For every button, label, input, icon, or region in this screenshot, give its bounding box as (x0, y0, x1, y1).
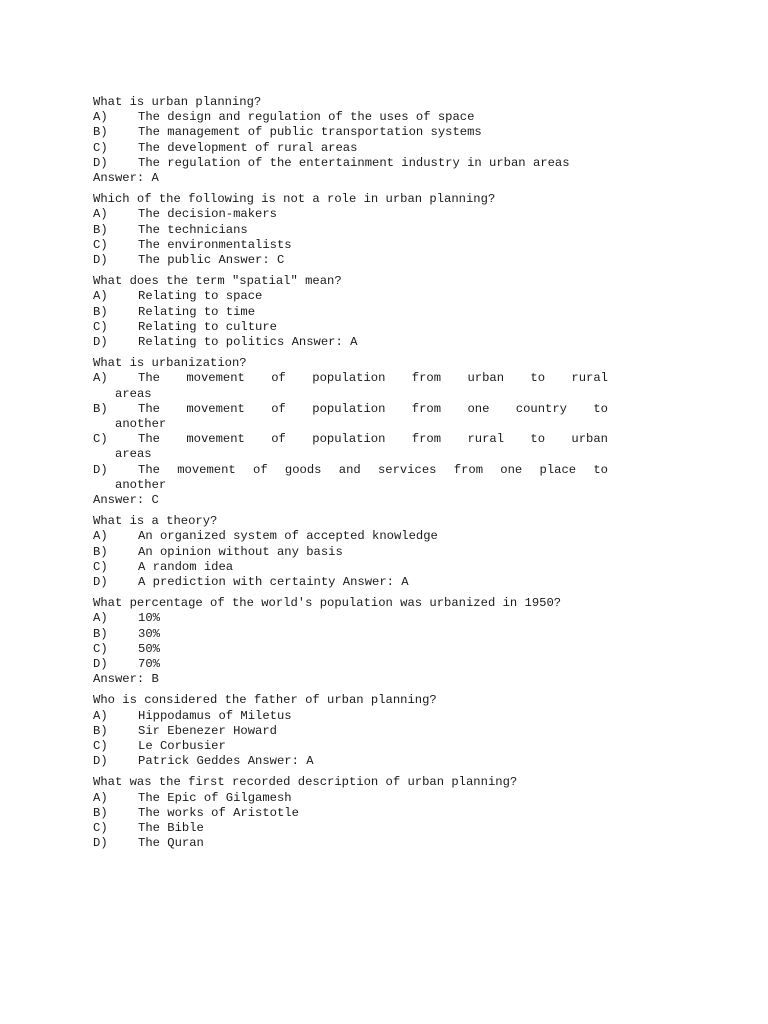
option-letter: B) (93, 805, 108, 820)
question-text: What does the term "spatial" mean? (93, 274, 342, 289)
option-d (93, 657, 608, 672)
option-b (93, 223, 608, 238)
option-letter: C) (93, 739, 108, 754)
question-block (93, 356, 608, 508)
option-b (93, 125, 608, 140)
question-text: What is a theory? (93, 514, 218, 529)
option-text: Sir Ebenezer Howard (138, 723, 277, 738)
option-text: An organized system of accepted knowledge (138, 529, 438, 544)
question-text: Which of the following is not a role in urban planning? (93, 192, 496, 207)
option-text: Relating to culture (138, 319, 277, 334)
option-text: Hippodamus of Miletus (138, 708, 292, 723)
option-letter: C) (93, 319, 108, 334)
option-letter: B) (93, 125, 108, 140)
option-text: Relating to politics Answer: A (138, 335, 358, 349)
option-text: The movement of population from urban to rural (138, 371, 608, 386)
option-letter: B) (93, 304, 108, 319)
option-text: Le Corbusier (138, 739, 226, 754)
option-letter: C) (93, 559, 108, 574)
question-block (93, 693, 608, 769)
question-block (93, 192, 608, 268)
option-text: The regulation of the entertainment industry in urban areas (138, 155, 570, 170)
option-letter: C) (93, 821, 108, 836)
option-text: The Bible (138, 821, 204, 836)
option-b (93, 545, 608, 560)
option-text: The movement of goods and services from one place to (138, 462, 608, 477)
option-c (93, 432, 608, 447)
option-letter: A) (93, 371, 108, 386)
option-d (93, 335, 608, 350)
option-d (93, 836, 608, 851)
option-letter: B) (93, 723, 108, 738)
option-text: 50% (138, 641, 160, 656)
option-letter: B) (93, 401, 108, 416)
option-a (93, 289, 608, 304)
option-letter: C) (93, 432, 108, 447)
option-letter: B) (93, 544, 108, 559)
option-a (93, 611, 608, 626)
option-text: An opinion without any basis (138, 544, 343, 559)
option-continuation: areas (115, 386, 152, 401)
answer-text: Answer: C (93, 493, 159, 508)
option-d (93, 156, 608, 171)
option-letter: D) (93, 155, 108, 170)
option-continuation: another (115, 417, 167, 431)
option-text: The Epic of Gilgamesh (138, 790, 292, 805)
option-text: The design and regulation of the uses of space (138, 110, 475, 125)
option-text: Relating to space (138, 289, 263, 304)
option-letter: D) (93, 657, 108, 672)
option-letter: C) (93, 641, 108, 656)
option-letter: A) (93, 207, 108, 222)
option-continuation: areas (115, 447, 152, 462)
option-c (93, 238, 608, 253)
option-a (93, 110, 608, 125)
option-text: The works of Aristotle (138, 805, 299, 820)
answer-text: Answer: B (93, 672, 159, 687)
quiz-document (93, 95, 608, 857)
option-a (93, 207, 608, 222)
option-text: The Quran (138, 836, 204, 851)
option-a (93, 791, 608, 806)
question-text: Who is considered the father of urban planning? (93, 693, 437, 708)
option-text: The movement of population from one country to (138, 401, 608, 416)
option-c (93, 320, 608, 335)
option-b (93, 627, 608, 642)
option-b (93, 806, 608, 821)
question-block (93, 514, 608, 590)
option-c (93, 642, 608, 657)
option-d (93, 575, 608, 590)
option-letter: C) (93, 237, 108, 252)
question-text: What was the first recorded description of urban planning? (93, 775, 518, 790)
question-block (93, 95, 608, 186)
option-text: A prediction with certainty Answer: A (138, 575, 409, 590)
option-b (93, 305, 608, 320)
question-text: What is urban planning? (93, 95, 262, 109)
option-letter: A) (93, 611, 108, 626)
option-b (93, 724, 608, 739)
question-block (93, 596, 608, 687)
option-a (93, 371, 608, 386)
option-letter: D) (93, 462, 108, 477)
option-text: The development of rural areas (138, 140, 358, 155)
option-text: A random idea (138, 559, 234, 574)
option-letter: A) (93, 110, 108, 125)
option-text: The decision-makers (138, 207, 277, 222)
option-c (93, 560, 608, 575)
option-continuation: another (115, 477, 167, 492)
option-text: The management of public transportation systems (138, 125, 482, 140)
option-text: 30% (138, 626, 160, 641)
option-text: The environmentalists (138, 237, 292, 252)
option-a (93, 529, 608, 544)
option-text: 10% (138, 611, 160, 626)
option-d (93, 253, 608, 268)
option-text: The public Answer: C (138, 253, 285, 267)
option-letter: A) (93, 529, 108, 544)
option-text: The movement of population from rural to urban (138, 432, 608, 447)
option-letter: D) (93, 253, 108, 267)
answer-text: Answer: A (93, 171, 159, 185)
question-block (93, 775, 608, 851)
option-text: Patrick Geddes Answer: A (138, 754, 314, 769)
question-text: What is urbanization? (93, 356, 247, 371)
option-b (93, 402, 608, 417)
option-c (93, 739, 608, 754)
option-letter: D) (93, 575, 108, 590)
option-c (93, 141, 608, 156)
option-letter: B) (93, 222, 108, 237)
question-text: What percentage of the world's population was urbanized in 1950? (93, 596, 562, 611)
option-d (93, 463, 608, 478)
option-d (93, 754, 608, 769)
option-letter: D) (93, 754, 108, 769)
option-text: The technicians (138, 222, 248, 237)
question-block (93, 274, 608, 350)
option-letter: A) (93, 289, 108, 304)
option-letter: A) (93, 790, 108, 805)
option-a (93, 709, 608, 724)
option-letter: B) (93, 626, 108, 641)
option-text: Relating to time (138, 304, 256, 319)
option-letter: D) (93, 335, 108, 349)
option-letter: C) (93, 140, 108, 155)
option-c (93, 821, 608, 836)
option-letter: A) (93, 708, 108, 723)
option-text: 70% (138, 657, 160, 672)
option-letter: D) (93, 836, 108, 851)
